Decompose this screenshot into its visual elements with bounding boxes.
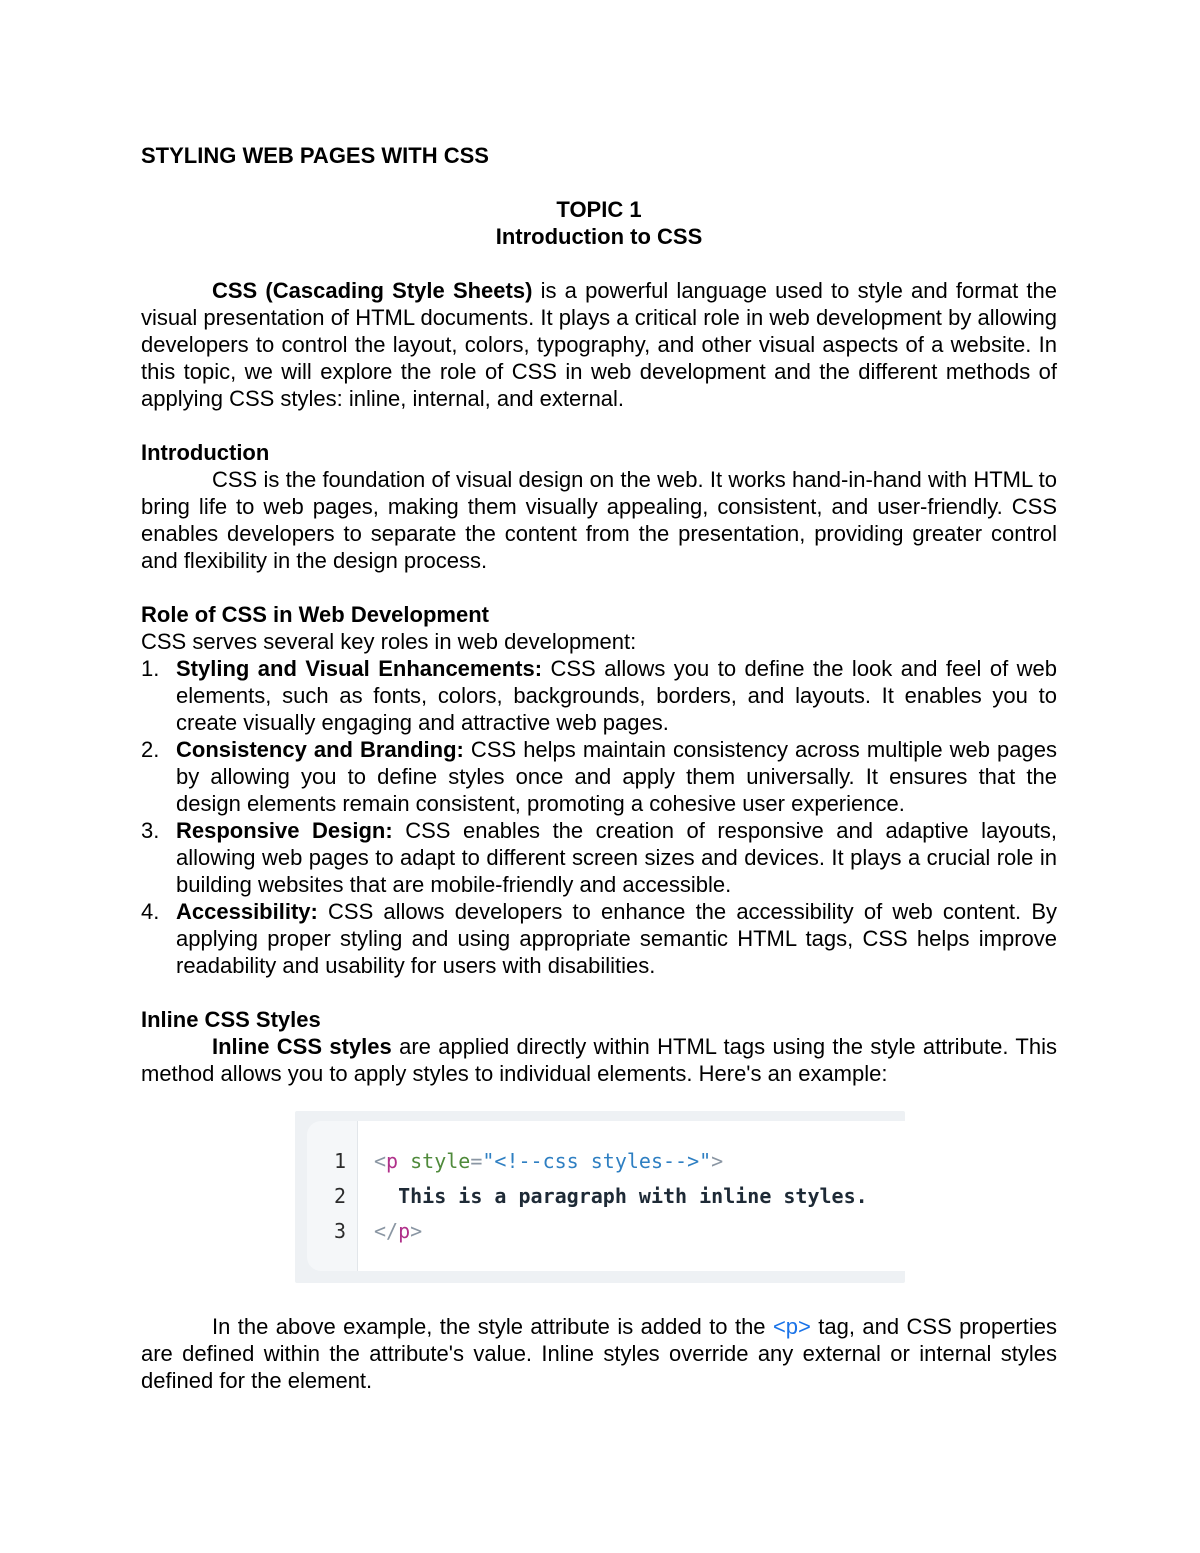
code-gutter bbox=[307, 1121, 357, 1271]
code-line-1: <p style="<!--css styles-->"> bbox=[374, 1149, 724, 1173]
inline-tag-reference: <p> bbox=[772, 1314, 811, 1339]
list-item-title: Consistency and Branding: bbox=[176, 737, 464, 762]
intro-bold-lead: CSS (Cascading Style Sheets) bbox=[212, 278, 533, 303]
code-line-2: This is a paragraph with inline styles. bbox=[374, 1184, 868, 1208]
inline-bold-lead: Inline CSS styles bbox=[212, 1034, 392, 1059]
list-item-title: Responsive Design: bbox=[176, 818, 393, 843]
topic-heading bbox=[141, 196, 1057, 250]
list-number: 2. bbox=[141, 737, 160, 762]
line-number: 3 bbox=[334, 1219, 347, 1243]
list-item-text: CSS helps maintain consistency across multiple web pages by allowing you to define styles once and apply them universally. It ensures that the design elements remain consistent, promoting a cohesive user experience. bbox=[176, 737, 1057, 816]
role-list bbox=[141, 655, 1057, 979]
topic-title: Introduction to CSS bbox=[495, 224, 703, 249]
inline-paragraph bbox=[141, 1033, 1057, 1087]
list-item-text: CSS allows you to define the look and feel of web elements, such as fonts, colors, backgrounds, borders, and layouts. It enables you to create visually engaging and attractive web pages. bbox=[176, 656, 1057, 735]
code-example bbox=[295, 1111, 905, 1283]
introduction-heading: Introduction bbox=[141, 440, 270, 465]
list-item-text: CSS enables the creation of responsive and adaptive layouts, allowing web pages to adapt to different screen sizes and devices. It plays a crucial role in building websites that are mobile-friendly and accessible. bbox=[176, 818, 1058, 897]
role-lead: CSS serves several key roles in web development: bbox=[141, 629, 637, 654]
inline-text: are applied directly within HTML tags using the style attribute. This method allows you to apply styles to individual elements. Here's an example: bbox=[141, 1034, 1057, 1086]
code-line-3: </p> bbox=[374, 1219, 423, 1243]
role-heading: Role of CSS in Web Development bbox=[141, 602, 489, 627]
document-page bbox=[141, 142, 1057, 1394]
inline-explanation: In the above example, the style attribute is added to the <p> tag, and CSS properties are defined within the attribute's value. Inline styles override any external or internal styles defined for the element. bbox=[141, 1314, 1057, 1393]
intro-text: is a powerful language used to style and format the visual presentation of HTML documents. It plays a critical role in web development by allowing developers to control the layout, colors, typography, and other visual aspects of a website. In this topic, we will explore the role of CSS in web development and the different methods of applying CSS styles: inline, internal, and external. bbox=[141, 278, 1057, 411]
line-number: 1 bbox=[334, 1149, 347, 1173]
introduction-paragraph: CSS is the foundation of visual design on the web. It works hand-in-hand with HTML to bring life to web pages, making them visually appealing, consistent, and user-friendly. CSS enables developers to separate the content from the presentation, providing greater control and flexibility in the design process. bbox=[141, 467, 1057, 573]
list-item-title: Accessibility: bbox=[176, 899, 318, 924]
intro-paragraph bbox=[141, 277, 1057, 412]
list-item-title: Styling and Visual Enhancements: bbox=[176, 656, 543, 681]
topic-label: TOPIC 1 bbox=[556, 197, 642, 222]
list-number: 3. bbox=[141, 818, 160, 843]
list-item bbox=[141, 817, 1057, 898]
list-item bbox=[141, 736, 1057, 817]
list-item-text: CSS allows developers to enhance the accessibility of web content. By applying proper styling and using appropriate semantic HTML tags, CSS helps improve readability and usability for users with disabilities. bbox=[176, 899, 1057, 978]
list-number: 4. bbox=[141, 899, 160, 924]
list-item bbox=[141, 655, 1057, 736]
list-item bbox=[141, 898, 1057, 979]
line-number: 2 bbox=[334, 1184, 347, 1208]
document-title: STYLING WEB PAGES WITH CSS bbox=[141, 143, 489, 168]
list-number: 1. bbox=[141, 656, 160, 681]
code-body bbox=[357, 1121, 905, 1271]
inline-heading: Inline CSS Styles bbox=[141, 1007, 321, 1032]
